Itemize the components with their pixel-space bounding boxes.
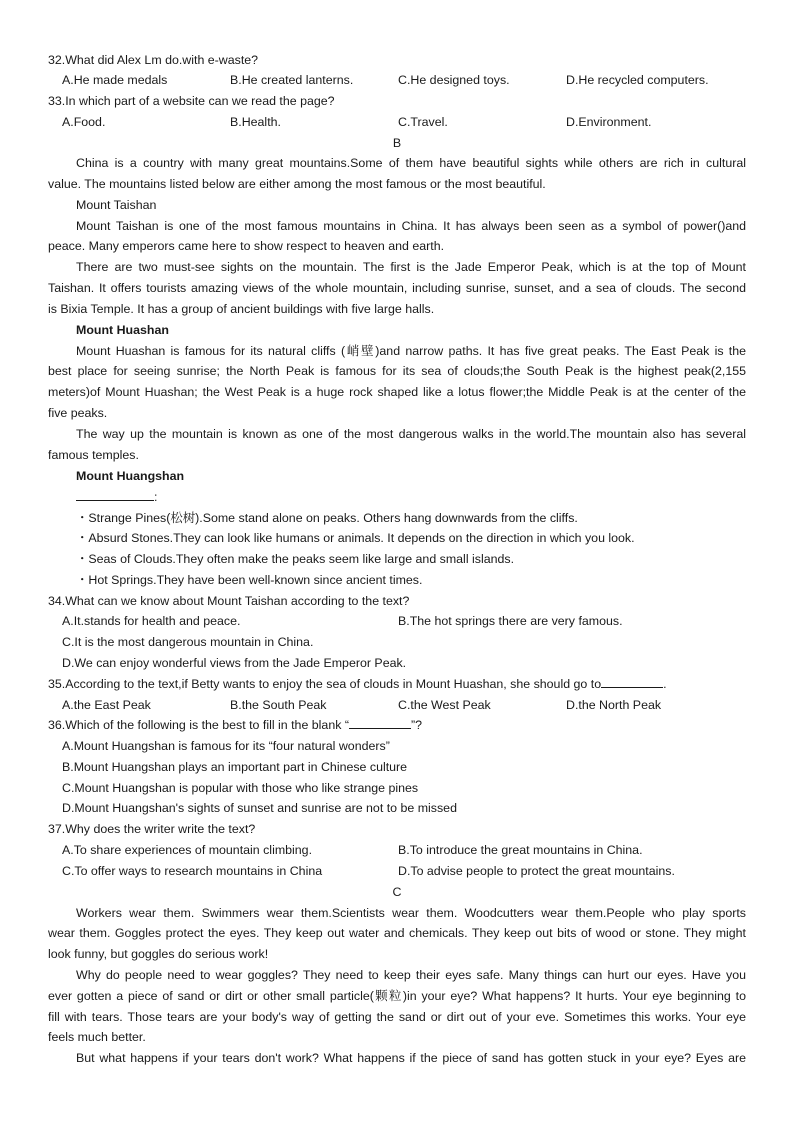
q36-stem-line	[48, 717, 422, 733]
q35-stem-end: .	[663, 677, 667, 691]
q35-stem-line	[48, 676, 667, 692]
q35-option-b: B.the South Peak	[230, 698, 327, 712]
huangshan-title: Mount Huangshan	[76, 469, 185, 483]
q37-option-d: D.To advise people to protect the great mountains.	[398, 864, 675, 878]
q36-option-a: A.Mount Huangshan is famous for its “four natural wonders”	[62, 739, 390, 753]
q37-option-c: C.To offer ways to research mountains in China	[62, 864, 323, 878]
q35-option-d: D.the North Peak	[566, 698, 662, 712]
huashan-p1-line-4: five peaks.	[48, 406, 108, 420]
q33-stem: 33.In which part of a website can we read the page?	[48, 94, 335, 108]
huashan-p1-line-1: Mount Huashan is famous for its natural cliffs (峭壁)and narrow paths. It has five great peaks. The East Peak is the	[76, 344, 746, 358]
taishan-p2-line-1: There are two must-see sights on the mountain. The first is the Jade Emperor Peak, which is at the top of Mount	[76, 260, 746, 274]
q34-option-b: B.The hot springs there are very famous.	[398, 614, 623, 628]
q37-option-a: A.To share experiences of mountain climbing.	[62, 843, 313, 857]
q32-option-c: C.He designed toys.	[398, 73, 510, 87]
taishan-title: Mount Taishan	[76, 198, 157, 212]
goggles-p2-line-4: feels much better.	[48, 1030, 146, 1044]
q37-option-b: B.To introduce the great mountains in China.	[398, 843, 643, 857]
goggles-p2-line-3: fill with tears. Those tears are your body's way of getting the sand or dirt out of your eve. Sometimes this works. Your eye	[48, 1010, 746, 1024]
q33-option-a: A.Food.	[62, 115, 106, 129]
taishan-p1-line-1: Mount Taishan is one of the most famous mountains in China. It has always been seen as a symbol of power()and	[76, 219, 746, 233]
intro-line-1: China is a country with many great mountains.Some of them have beautiful sights while others are rich in cultural	[76, 156, 746, 170]
q34-option-a: A.It.stands for health and peace.	[62, 614, 241, 628]
q33-option-d: D.Environment.	[566, 115, 652, 129]
goggles-p1-line-2: wear them. Goggles protect the eyes. They keep out water and chemicals. They keep out bits of wood or stone. They might	[48, 926, 746, 940]
bullet-hot-springs: ・Hot Springs.They have been well-known since ancient times.	[76, 573, 423, 587]
q35-blank	[601, 676, 663, 688]
huangshan-blank	[76, 489, 154, 501]
huashan-p2-line-1: The way up the mountain is known as one of the most dangerous walks in the world.The mountain also has several	[76, 427, 746, 441]
goggles-p2-line-2: ever gotten a piece of sand or dirt or other small particle(颗粒)in your eye? What happens? It hurts. Your eye beginning to	[48, 989, 746, 1003]
q32-stem: 32.What did Alex Lm do.with e-waste?	[48, 53, 259, 67]
goggles-p3-line-1: But what happens if your tears don't work? What happens if the piece of sand has gotten stuck in your eye? Eyes are	[76, 1051, 746, 1065]
q35-option-c: C.the West Peak	[398, 698, 491, 712]
q35-stem: 35.According to the text,if Betty wants to enjoy the sea of clouds in Mount Huashan, she should go to	[48, 677, 602, 691]
q36-blank	[349, 717, 411, 729]
huashan-p2-line-2: famous temples.	[48, 448, 139, 462]
q36-stem-end: ”?	[410, 718, 423, 732]
q34-option-c: C.It is the most dangerous mountain in China.	[62, 635, 314, 649]
bullet-absurd-stones: ・Absurd Stones.They can look like humans or animals. It depends on the direction in which you look.	[76, 531, 635, 545]
section-c-heading: C	[392, 885, 402, 899]
taishan-p2-line-2: Taishan. It offers tourists amazing views of the whole mountain, including sunrise, sunset, and a sea of clouds. The second	[48, 281, 746, 295]
q37-stem: 37.Why does the writer write the text?	[48, 822, 256, 836]
huashan-title: Mount Huashan	[76, 323, 169, 337]
intro-line-2: value. The mountains listed below are either among the most famous or the most beautiful.	[48, 177, 546, 191]
goggles-p1-line-3: look funny, but goggles do serious work!	[48, 947, 269, 961]
q34-stem: 34.What can we know about Mount Taishan according to the text?	[48, 594, 410, 608]
huashan-p1-line-2: best place for seeing sunrise; the North Peak is famous for its sea of clouds;the South Peak is the highest peak(2,155	[48, 364, 746, 378]
q33-option-c: C.Travel.	[398, 115, 448, 129]
q32-option-d: D.He recycled computers.	[566, 73, 709, 87]
bullet-strange-pines: ・Strange Pines(松树).Some stand alone on peaks. Others hang downwards from the cliffs.	[76, 511, 578, 525]
q36-option-c: C.Mount Huangshan is popular with those who like strange pines	[62, 781, 419, 795]
huangshan-blank-line	[76, 489, 157, 505]
huashan-p1-line-3: meters)of Mount Huashan; the West Peak is a huge rock shaped like a lotus flower;the Middle Peak is at the center of the	[48, 385, 746, 399]
taishan-p2-line-3: is Bixia Temple. It has a group of ancient buildings with five large halls.	[48, 302, 435, 316]
q32-option-a: A.He made medals	[62, 73, 168, 87]
q36-option-b: B.Mount Huangshan plays an important part in Chinese culture	[62, 760, 408, 774]
q36-option-d: D.Mount Huangshan's sights of sunset and sunrise are not to be missed	[62, 801, 457, 815]
bullet-seas-of-clouds: ・Seas of Clouds.They often make the peaks seem like large and small islands.	[76, 552, 515, 566]
q34-option-d: D.We can enjoy wonderful views from the Jade Emperor Peak.	[62, 656, 407, 670]
q36-stem: 36.Which of the following is the best to fill in the blank “	[48, 718, 349, 732]
q33-option-b: B.Health.	[230, 115, 281, 129]
goggles-p2-line-1: Why do people need to wear goggles? They need to keep their eyes safe. Many things can hurt our eyes. Have you	[76, 968, 746, 982]
section-b-heading: B	[392, 136, 402, 150]
taishan-p1-line-2: peace. Many emperors came here to show respect to heaven and earth.	[48, 239, 445, 253]
goggles-p1-line-1: Workers wear them. Swimmers wear them.Scientists wear them. Woodcutters wear them.People who play sports	[76, 906, 746, 920]
q32-option-b: B.He created lanterns.	[230, 73, 354, 87]
q35-option-a: A.the East Peak	[62, 698, 151, 712]
huangshan-colon: :	[154, 490, 158, 504]
